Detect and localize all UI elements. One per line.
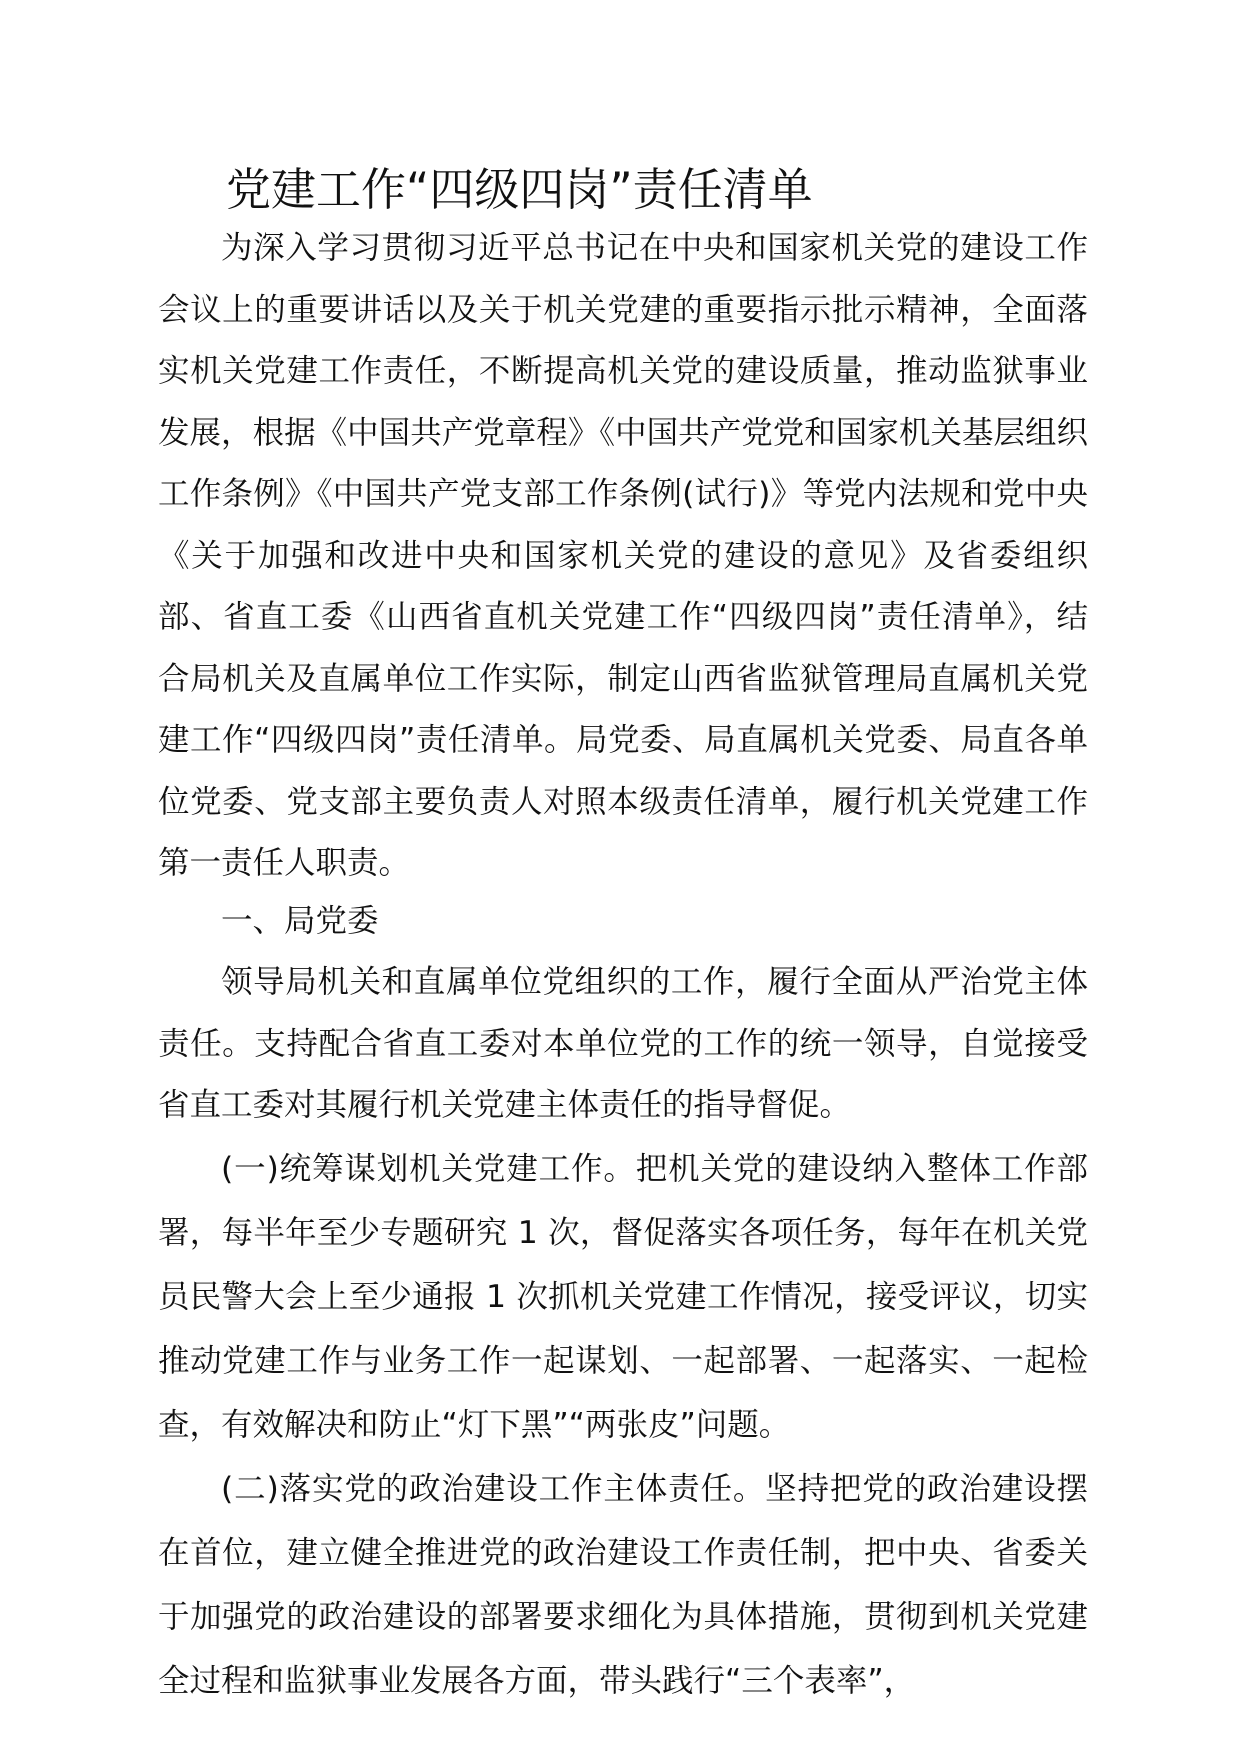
item-paragraph-2: (二)落实党的政治建设工作主体责任。坚持把党的政治建设摆在首位，建立健全推进党的政治建设工作责任制，把中央、省委关于加强党的政治建设的部署要求细化为具体措施，贯彻到机关党建全过程和监狱事业发展各方面，带头践行“三个表率”， [158,1470,1088,1699]
section-heading: 一、局党委 [221,902,379,939]
document-title: 党建工作“四级四岗”责任清单 [226,163,813,216]
intro-paragraph: 为深入学习贯彻习近平总书记在中央和国家机关党的建设工作会议上的重要讲话以及关于机关党建的重要指示批示精神，全面落实机关党建工作责任，不断提高机关党的建设质量，推动监狱事业发展，根据《中国共产党章程》《中国共产党党和国家机关基层组织工作条例》《中国共产党支部工作条例(试行)》等党内法规和党中央《关于加强和改进中央和国家机关党的建设的意见》及省委组织部、省直工委《山西省直机关党建工作“四级四岗”责任清单》，结合局机关及直属单位工作实际，制定山西省监狱管理局直属机关党建工作“四级四岗”责任清单。局党委、局直属机关党委、局直各单位党委、党支部主要负责人对照本级责任清单，履行机关党建工作第一责任人职责。 [158,230,1088,881]
document-body [158,218,1088,1713]
item-paragraph-1: (一)统筹谋划机关党建工作。把机关党的建设纳入整体工作部署，每半年至少专题研究 1 次，督促落实各项任务，每年在机关党员民警大会上至少通报 1 次抓机关党建工作情况，接受评议，切实推动党建工作与业务工作一起谋划、一起部署、一起落实、一起检查，有效解决和防止“灯下黑”“两张皮”问题。 [158,1150,1088,1443]
section-paragraph: 领导局机关和直属单位党组织的工作，履行全面从严治党主体责任。支持配合省直工委对本单位党的工作的统一领导，自觉接受省直工委对其履行机关党建主体责任的指导督促。 [158,964,1088,1123]
